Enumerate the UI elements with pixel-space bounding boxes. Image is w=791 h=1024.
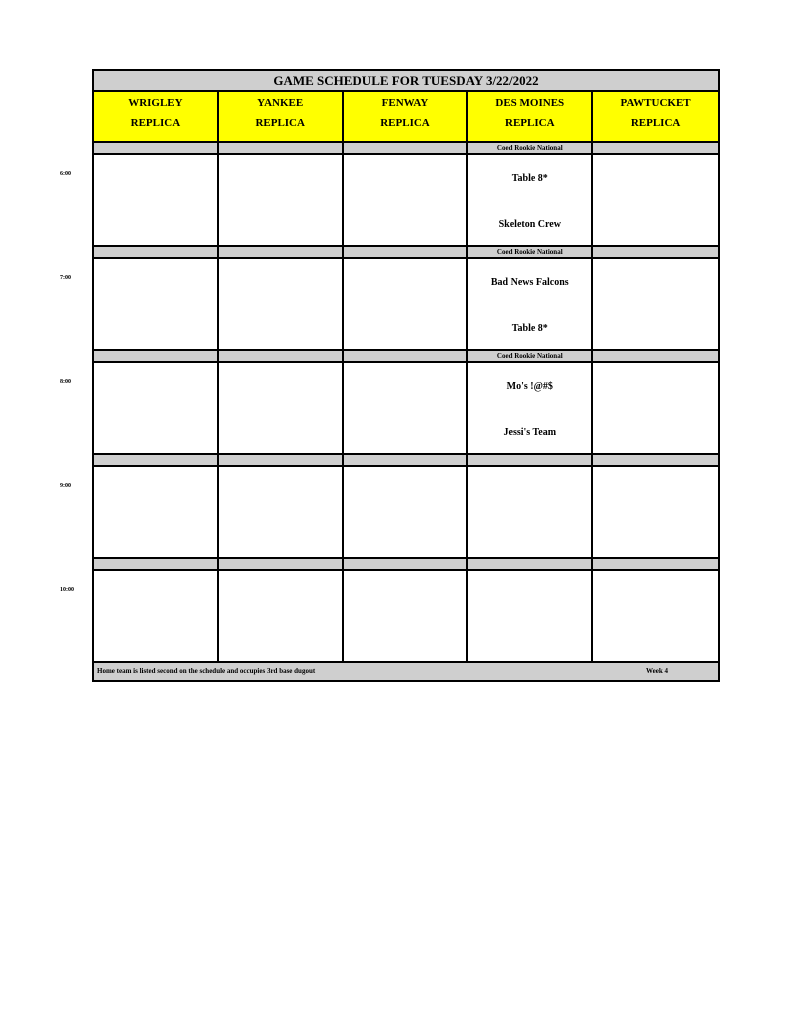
field-header-row: [94, 92, 718, 143]
game-cell: [593, 467, 718, 557]
field-name: YANKEE: [257, 97, 304, 109]
home-team: Skeleton Crew: [498, 219, 561, 230]
field-subtitle: REPLICA: [505, 117, 555, 129]
game-cell: [468, 571, 593, 661]
time-label: 8:00: [60, 379, 71, 385]
division-label: [94, 559, 219, 569]
away-team: Bad News Falcons: [490, 277, 569, 288]
division-row: [94, 143, 718, 155]
division-label: [344, 351, 469, 361]
game-cell: [468, 363, 593, 453]
division-label: [219, 143, 344, 153]
division-label: [219, 247, 344, 257]
division-label: Coed Rookie National: [468, 351, 593, 361]
division-label: [593, 247, 718, 257]
field-subtitle: REPLICA: [130, 117, 181, 129]
time-label: 10:00: [60, 587, 74, 593]
game-slot-row: [94, 259, 718, 351]
game-cell: [593, 259, 718, 349]
division-label: [593, 143, 718, 153]
game-cell: [94, 467, 219, 557]
game-cell: [468, 155, 593, 245]
field-name: DES MOINES: [495, 97, 565, 109]
time-label: 7:00: [60, 275, 71, 281]
division-label: [593, 455, 718, 465]
division-label: [344, 143, 469, 153]
field-header: [94, 92, 219, 141]
game-cell: [219, 363, 344, 453]
division-row: [94, 351, 718, 363]
game-cell: [593, 571, 718, 661]
field-name: PAWTUCKET: [620, 97, 691, 109]
division-label: [219, 455, 344, 465]
division-label: [593, 559, 718, 569]
field-subtitle: REPLICA: [630, 117, 681, 129]
time-label: 9:00: [60, 483, 71, 489]
game-cell: [344, 363, 469, 453]
away-team: Mo's !@#$: [506, 381, 553, 392]
game-cell: [468, 467, 593, 557]
field-name: FENWAY: [381, 97, 429, 109]
division-label: [94, 351, 219, 361]
division-label: [468, 455, 593, 465]
game-cell: [219, 259, 344, 349]
away-team: Table 8*: [511, 173, 548, 184]
field-subtitle: REPLICA: [380, 117, 430, 129]
division-label: [94, 143, 219, 153]
game-cell: [468, 259, 593, 349]
game-slot-row: [94, 571, 718, 663]
week-label: Week 4: [646, 667, 668, 675]
division-label: [344, 247, 469, 257]
division-label: Coed Rookie National: [468, 247, 593, 257]
game-cell: [593, 155, 718, 245]
field-header: [344, 92, 469, 141]
game-slot-row: [94, 467, 718, 559]
game-cell: [219, 467, 344, 557]
game-cell: [94, 155, 219, 245]
division-label: Coed Rookie National: [468, 143, 593, 153]
game-cell: [593, 363, 718, 453]
division-label: [219, 351, 344, 361]
game-slot-row: [94, 363, 718, 455]
field-header: [219, 92, 344, 141]
game-cell: [344, 571, 469, 661]
division-row: [94, 455, 718, 467]
division-label: [593, 351, 718, 361]
division-label: [468, 559, 593, 569]
game-cell: [94, 363, 219, 453]
division-label: [219, 559, 344, 569]
schedule-title: GAME SCHEDULE FOR TUESDAY 3/22/2022: [94, 71, 718, 92]
field-name: WRIGLEY: [128, 97, 183, 109]
game-cell: [344, 259, 469, 349]
division-row: [94, 247, 718, 259]
schedule-sheet: [92, 69, 720, 682]
time-label: 6:00: [60, 171, 71, 177]
field-header: [593, 92, 718, 141]
division-row: [94, 559, 718, 571]
game-cell: [219, 571, 344, 661]
game-cell: [94, 571, 219, 661]
home-team-note: Home team is listed second on the schedule and occupies 3rd base dugout: [97, 667, 316, 675]
division-label: [344, 559, 469, 569]
division-label: [344, 455, 469, 465]
division-label: [94, 247, 219, 257]
game-cell: [344, 155, 469, 245]
field-header: [468, 92, 593, 141]
schedule-footer: [94, 663, 718, 680]
game-cell: [219, 155, 344, 245]
game-cell: [344, 467, 469, 557]
home-team: Jessi's Team: [503, 427, 557, 438]
field-subtitle: REPLICA: [255, 117, 305, 129]
division-label: [94, 455, 219, 465]
home-team: Table 8*: [511, 323, 548, 334]
game-slot-row: [94, 155, 718, 247]
game-cell: [94, 259, 219, 349]
